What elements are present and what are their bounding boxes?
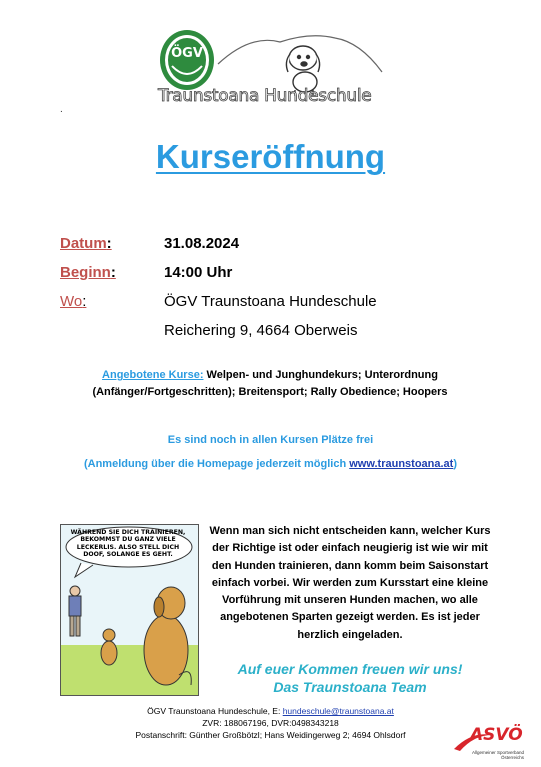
registration-after: ) [453,458,458,470]
detail-colon: : [110,264,116,281]
detail-label: Datum [60,235,107,252]
courses-label: Angebotene Kurse: [102,369,204,381]
registration-text [0,458,541,470]
page-title-text: Kurseröffnung [155,138,386,175]
detail-colon: : [82,293,87,310]
logo-title: Traunstoana Hundeschule [158,86,372,106]
asvo-subtitle [458,750,524,760]
registration-before: (Anmeldung über die Homepage jederzeit möglich [83,458,350,470]
detail-value: 14:00 Uhr [164,264,233,281]
small-dog-icon [101,629,117,665]
availability-text: Es sind noch in allen Kursen Plätze frei [167,434,374,446]
footer-line-3: Postanschrift: Günther Großbötzl; Hans Weidingerweg 2; 4694 Ohlsdorf [135,730,406,740]
courses-block [70,367,470,401]
closing-block [208,660,492,696]
detail-label: Wo [60,293,83,310]
homepage-link[interactable]: www.traunstoana.at [349,458,454,470]
person-icon [69,586,81,636]
asvo-subtitle-2: Österreichs [500,755,524,760]
asvo-subtitle-1: Allgemeiner Sportverband [471,750,524,755]
detail-value: 31.08.2024 [164,235,240,252]
detail-colon: : [106,235,112,252]
closing-line-1: Auf euer Kommen freuen wir uns! [237,661,463,677]
footer-line-2: ZVR: 188067196, DVR:0498343218 [202,718,339,728]
asvo-logo-text: ASVÖ [470,725,523,745]
footer-line-1: ÖGV Traunstoana Hundeschule, E: [147,706,283,716]
cartoon-image [60,524,199,696]
footer-email-link[interactable]: hundeschule@traunstoana.at [282,706,394,716]
courses-text: Welpen- und Junghundekurs; Unterordnung (Anfänger/Fortgeschritten); Breitensport; Rally Obedience; Hoopers [92,369,448,398]
detail-label: Beginn [60,264,111,281]
closing-line-2: Das Traunstoana Team [273,679,427,695]
stray-dot: . [60,104,63,115]
detail-value: ÖGV Traunstoana Hundeschule [164,293,377,310]
cartoon-speech: WÄHREND SIE DICH TRAINIEREN, BEKOMMST DU GANZ VIELE LECKERLIS. ALSO STELL DICH DOOF, SOLANGE ES GEHT. [70,529,186,559]
invitation-paragraph: Wenn man sich nicht entscheiden kann, welcher Kurs der Richtige ist oder einfach neugierig ist wie wir mit den Hunden trainieren, dann komm beim Saisonstart einfach vorbei. Wir werden zum Kursstart eine kleine Vorführung mit unseren Hunden machen, wo alle angebotenen Sparten gezeigt werden. Es ist jeder herzlich eingeladen. [209,525,491,641]
badge-letters: ÖGV [171,46,203,61]
detail-value: Reichering 9, 4664 Oberweis [164,322,358,339]
big-dog-icon [144,587,191,685]
page-title [0,138,541,176]
